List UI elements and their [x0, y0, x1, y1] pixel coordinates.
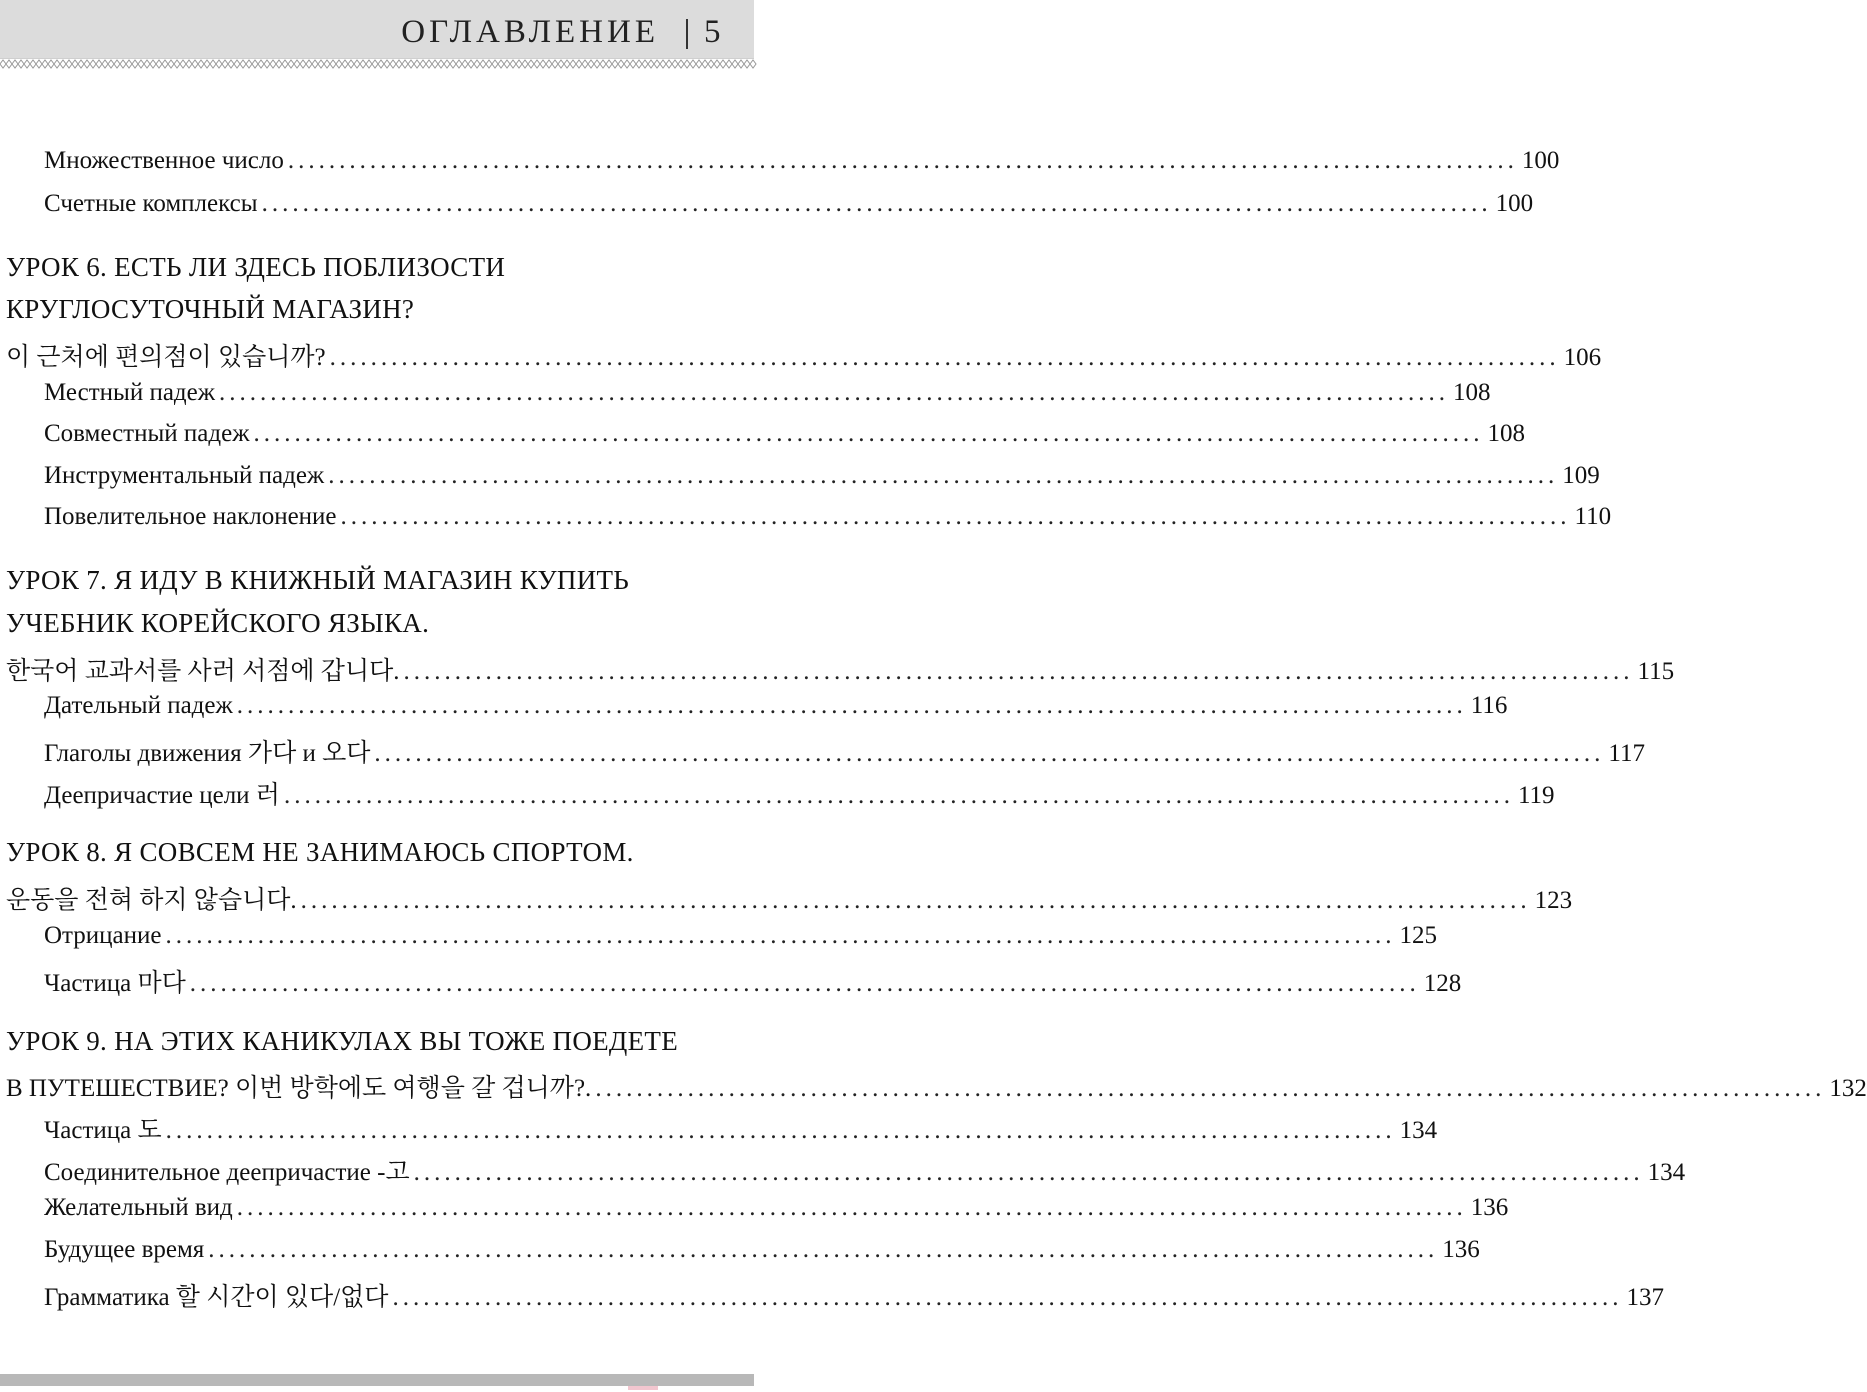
toc-entry-label: 이 근처에 편의점이 있습니까? — [6, 344, 326, 371]
toc-entry-label: Желательный вид — [44, 1194, 233, 1221]
toc-entry-label: Глаголы движения 가다 и 오다 — [44, 740, 371, 767]
toc-entry — [0, 379, 1491, 407]
decorative-border — [0, 58, 754, 70]
toc-entry — [0, 337, 1602, 373]
toc-leader-dots: ........................................................................................................................ — [287, 147, 1518, 174]
toc-entry — [0, 462, 1600, 490]
toc-entry — [0, 692, 1508, 720]
toc-entry-label: Инструментальный падеж — [44, 462, 325, 489]
toc-leader-dots: ........................................................................................................................ — [340, 503, 1571, 530]
toc-entry — [0, 1277, 1664, 1313]
toc-leader-dots: ........................................................................................................................ — [392, 1284, 1623, 1311]
toc-entry-page: 100 — [1521, 147, 1560, 174]
toc-entry-page: 128 — [1423, 970, 1462, 997]
toc-entry-label: Совместный падеж — [44, 420, 250, 447]
toc-entry-page: 134 — [1399, 1117, 1438, 1144]
toc-leader-dots: ........................................................................................................................ — [236, 692, 1467, 719]
toc-entry-page: 109 — [1562, 462, 1600, 489]
toc-entry — [0, 922, 1437, 950]
footer-mark — [628, 1386, 658, 1390]
toc-entry-page: 136 — [1470, 1194, 1509, 1221]
toc-entry — [0, 420, 1525, 448]
toc-entry-label: Местный падеж — [44, 379, 216, 406]
toc-leader-dots: ........................................................................................................................ — [208, 1236, 1439, 1263]
toc-entry-page: 108 — [1487, 420, 1525, 447]
toc-leader-dots: ........................................................................................................................ — [165, 922, 1396, 949]
toc-leader-dots: ........................................................................................................................ — [413, 1159, 1644, 1186]
toc-entry — [0, 1236, 1480, 1264]
toc-entry — [0, 963, 1462, 999]
toc-entry-page: 100 — [1495, 190, 1534, 217]
toc-leader-dots: ........................................................................................................................ — [165, 1117, 1396, 1144]
toc-leader-dots: ........................................................................................................................ — [374, 740, 1605, 767]
toc-leader-dots: ........................................................................................................................ — [328, 462, 1559, 489]
header-page-number: 5 — [704, 14, 721, 50]
toc-entry-page: 117 — [1608, 740, 1645, 767]
toc-entry — [0, 1068, 1867, 1104]
toc-entry-label: Частица 마다 — [44, 970, 186, 997]
toc-entry-page: 134 — [1647, 1159, 1686, 1186]
toc-entry-page: 108 — [1453, 379, 1491, 406]
toc-entry-label: 한국어 교과서를 사러 서점에 갑니다. — [6, 658, 400, 685]
toc-entry-page: 125 — [1399, 922, 1437, 949]
toc-entry-label: Повелительное наклонение — [44, 503, 337, 530]
header-title: ОГЛАВЛЕНИЕ — [401, 14, 659, 50]
toc-entry-page: 110 — [1574, 503, 1612, 530]
toc-entry-page: 119 — [1517, 782, 1555, 809]
toc-entry-label: В ПУТЕШЕСТВИЕ? 이번 방학에도 여행을 갈 겁니까?. — [6, 1075, 592, 1102]
toc-entry-page: 132 — [1829, 1075, 1867, 1102]
toc-entry — [0, 733, 1645, 769]
toc-entry-label: Отрицание — [44, 922, 162, 949]
toc-entry-page: 116 — [1470, 692, 1508, 719]
toc-leader-dots: ........................................................................................................................ — [261, 190, 1492, 217]
page-header — [0, 0, 754, 59]
toc-entry — [0, 1152, 1686, 1188]
toc-entry — [0, 503, 1612, 531]
header-separator — [686, 19, 688, 49]
toc-leader-dots: ........................................................................................................................ — [300, 887, 1531, 914]
toc-entry-label: Будущее время — [44, 1236, 205, 1263]
toc-entry-page: 115 — [1637, 658, 1675, 685]
toc-entry — [0, 1110, 1438, 1146]
toc-leader-dots: ........................................................................................................................ — [253, 420, 1484, 447]
toc-entry — [0, 651, 1675, 687]
lesson-heading: УРОК 6. ЕСТЬ ЛИ ЗДЕСЬ ПОБЛИЗОСТИ — [6, 252, 506, 282]
toc-entry-label: Дательный падеж — [44, 692, 233, 719]
lesson-heading: КРУГЛОСУТОЧНЫЙ МАГАЗИН? — [6, 294, 415, 324]
toc-entry-label: Множественное число — [44, 147, 284, 174]
toc-entry — [0, 190, 1534, 218]
lesson-heading: УРОК 7. Я ИДУ В КНИЖНЫЙ МАГАЗИН КУПИТЬ — [6, 565, 630, 595]
toc-leader-dots: ........................................................................................................................ — [236, 1194, 1467, 1221]
toc-entry — [0, 775, 1555, 811]
toc-entry-page: 106 — [1563, 344, 1602, 371]
toc-leader-dots: ........................................................................................................................ — [329, 344, 1560, 371]
toc-entry-label: Деепричастие цели 러 — [44, 782, 280, 809]
toc-leader-dots: ........................................................................................................................ — [219, 379, 1450, 406]
toc-entry — [0, 147, 1560, 175]
toc-entry-label: 운동을 전혀 하지 않습니다. — [6, 887, 297, 914]
toc-leader-dots: ........................................................................................................................ — [403, 658, 1634, 685]
toc-entry-label: Соединительное деепричастие -고 — [44, 1159, 410, 1186]
toc-entry-label: Частица 도 — [44, 1117, 162, 1144]
toc-entry — [0, 1194, 1509, 1222]
toc-entry-page: 136 — [1442, 1236, 1480, 1263]
lesson-heading: УРОК 9. НА ЭТИХ КАНИКУЛАХ ВЫ ТОЖЕ ПОЕДЕТЕ — [6, 1026, 679, 1056]
toc-entry-page: 137 — [1626, 1284, 1664, 1311]
toc-entry-page: 123 — [1534, 887, 1573, 914]
page-footer-bar — [0, 1374, 754, 1386]
toc-entry — [0, 880, 1573, 916]
lesson-heading: УЧЕБНИК КОРЕЙСКОГО ЯЗЫКА. — [6, 608, 430, 638]
lesson-heading: УРОК 8. Я СОВСЕМ НЕ ЗАНИМАЮСЬ СПОРТОМ. — [6, 837, 634, 867]
toc-leader-dots: ........................................................................................................................ — [595, 1075, 1826, 1102]
toc-entry-label: Грамматика 할 시간이 있다/없다 — [44, 1284, 389, 1311]
toc-entry-label: Счетные комплексы — [44, 190, 258, 217]
toc-leader-dots: ........................................................................................................................ — [283, 782, 1514, 809]
toc-leader-dots: ........................................................................................................................ — [189, 970, 1420, 997]
